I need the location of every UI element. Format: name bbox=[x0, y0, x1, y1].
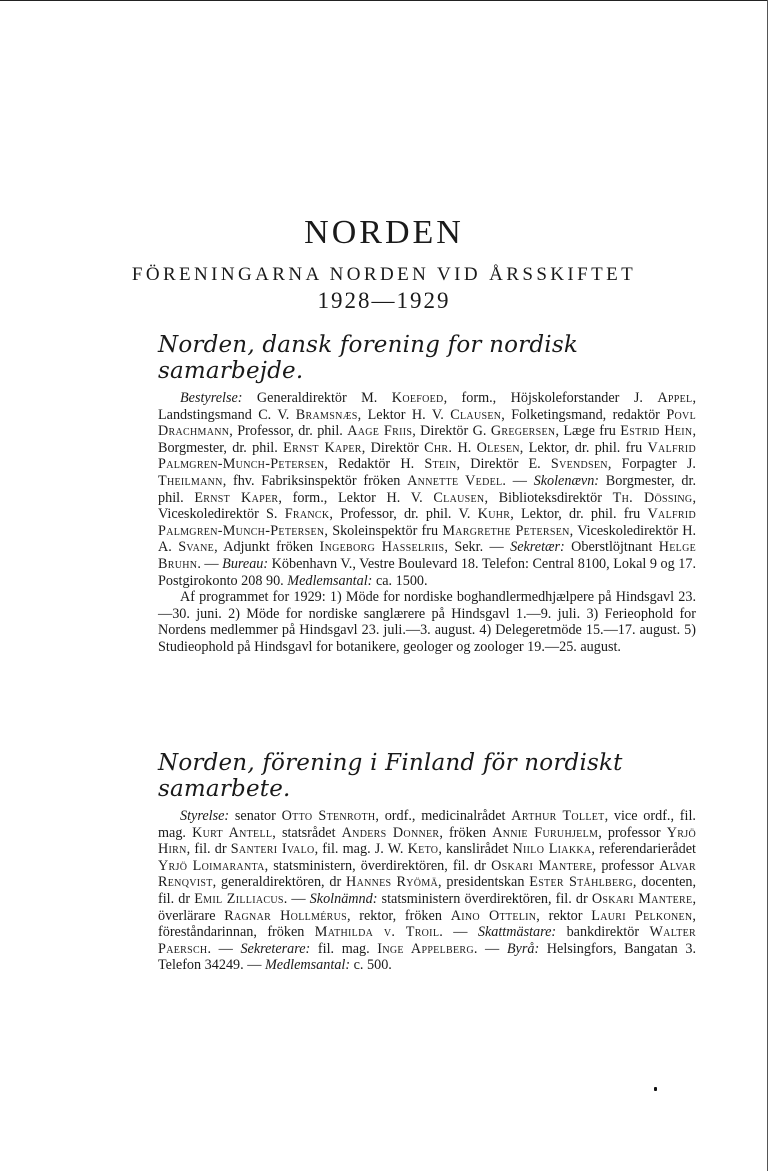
text-run: , Læge fru bbox=[555, 423, 621, 440]
field-label: Skolenævn: bbox=[533, 472, 600, 489]
person-name: Th. Dössing bbox=[612, 489, 693, 506]
text-run: bankdirektör bbox=[556, 924, 650, 941]
danish-association-section bbox=[158, 332, 696, 656]
text-run: , fil. mag. J. W. bbox=[314, 841, 408, 858]
person-name: Svane bbox=[178, 539, 215, 556]
person-name: Emil Zilliacus bbox=[194, 890, 284, 907]
text-run: , Viceskoledirektör H. A. bbox=[158, 522, 696, 556]
field-label: Bestyrelse: bbox=[180, 390, 243, 406]
text-run: . — bbox=[283, 890, 310, 907]
person-name: Olesen bbox=[476, 439, 520, 456]
text-run: senator bbox=[229, 808, 282, 824]
person-name: Inge Appelberg bbox=[377, 940, 474, 957]
person-name: Ingeborg Hasselriis bbox=[319, 539, 445, 556]
text-run: , Adjunkt fröken bbox=[214, 539, 320, 556]
person-name: Oskari Mantere bbox=[591, 890, 693, 907]
person-name: Valfrid Palmgren-Munch-Petersen bbox=[158, 439, 696, 473]
text-run: Generaldirektör M. bbox=[242, 390, 392, 406]
text-run: ca. 1500. bbox=[372, 572, 428, 589]
person-name: Otto Stenroth bbox=[281, 808, 376, 824]
text-run: Helsingfors, Bangatan 3. Telefon 34249. — bbox=[158, 940, 697, 974]
person-name: Keto bbox=[407, 841, 439, 858]
text-run: . — bbox=[207, 940, 241, 957]
person-name: Valfrid Palmgren-Munch-Petersen bbox=[158, 506, 696, 539]
finnish-board-paragraph bbox=[158, 808, 696, 974]
text-run: , rektor, fröken bbox=[346, 907, 451, 924]
text-run: , presidentskan bbox=[438, 874, 530, 891]
text-run: , referendarierådet bbox=[591, 841, 696, 858]
text-run: , vice ordf., fil. mag. bbox=[158, 808, 696, 841]
person-name: Estrid Hein bbox=[620, 423, 693, 440]
person-name: Anders Donner bbox=[341, 824, 440, 841]
text-run: , statsministern, överdirektören, fil. dr bbox=[264, 857, 492, 874]
person-name: Kuhr bbox=[477, 506, 511, 523]
person-name: Helge Bruhn bbox=[158, 539, 696, 572]
field-label: Skattmästare: bbox=[477, 924, 557, 941]
person-name: Niilo Liakka bbox=[512, 841, 592, 858]
person-name: Santeri Ivalo bbox=[230, 841, 315, 858]
text-run: . — bbox=[197, 555, 223, 572]
stray-mark bbox=[654, 1087, 657, 1091]
person-name: Appel bbox=[657, 390, 693, 406]
text-run: , statsrådet bbox=[272, 824, 342, 841]
text-run: , docenten, fil. dr bbox=[158, 874, 697, 907]
text-run: , Direktör E. bbox=[456, 456, 551, 473]
person-name: Kurt Antell bbox=[192, 824, 273, 841]
text-run: Köbenhavn V., Vestre Boulevard 18. Telefon: Central 8100, Lokal 9 og 17. Postgirokonto 208 90. bbox=[158, 555, 696, 589]
text-run: , Sekr. — bbox=[444, 539, 511, 556]
field-label: Sekreterare: bbox=[240, 940, 311, 957]
page-subtitle: FÖRENINGARNA NORDEN VID ÅRSSKIFTET bbox=[131, 264, 637, 285]
text-run: , Redaktör H. bbox=[324, 456, 425, 473]
text-run: , generaldirektören, dr bbox=[212, 874, 347, 891]
person-name: Walter Paersch bbox=[158, 924, 697, 957]
person-name: Yrjö Loimaranta bbox=[158, 857, 265, 874]
person-name: Arthur Tollet bbox=[511, 808, 605, 824]
danish-program-paragraph: Af programmet for 1929: 1) Möde for nordiske boghandlermedhjælpere på Hindsgavl 23.—30. juni. 2) Möde for nordiske sanglærere på Hindsgavl 1.—9. juli. 3) Ferieophold for Nordens medlemmer på Hindsgavl 23. juli.—3. august. 4) Delegeretmöde 15.—17. august. 5) Studieophold på Hindsgavl for botanikere, geologer og zoologer 19.—25. august. bbox=[158, 589, 696, 655]
text-run: , ordf., medicinalrådet bbox=[375, 808, 512, 824]
text-run: , Direktör bbox=[361, 439, 425, 456]
finnish-association-heading: Norden, förening i Finland för nordiskt samarbete. bbox=[158, 750, 623, 802]
person-name: Aage Friis bbox=[347, 423, 413, 440]
field-label: Skolnämnd: bbox=[309, 890, 378, 907]
person-name: Bramsnæs bbox=[295, 406, 358, 423]
text-run: , fröken bbox=[439, 824, 493, 841]
person-name: Aino Ottelin bbox=[450, 907, 537, 924]
person-name: Annie Furuhjelm bbox=[492, 824, 599, 841]
field-label: Medlemsantal: bbox=[287, 572, 373, 589]
text-run: , föreståndarinnan, fröken bbox=[158, 907, 696, 941]
person-name: Yrjö Hirn bbox=[158, 824, 696, 858]
person-name: Mathilda v. Troil bbox=[314, 924, 440, 941]
text-run: . — bbox=[502, 472, 534, 489]
person-name: Stein bbox=[424, 456, 457, 473]
person-name: Hannes Ryömä bbox=[346, 874, 439, 891]
text-run: , fil. dr bbox=[186, 841, 231, 858]
person-name: Povl Drachmann bbox=[158, 406, 696, 440]
danish-association-heading: Norden, dansk forening for nordisk samarbejde. bbox=[158, 332, 578, 384]
field-label: Styrelse: bbox=[180, 808, 230, 824]
text-run: H. bbox=[452, 439, 477, 456]
text-run: , Professor, dr. phil. V. bbox=[329, 506, 478, 523]
field-label: Byrå: bbox=[506, 940, 540, 957]
person-name: Oskari Mantere bbox=[491, 857, 593, 874]
person-name: Ernst Kaper bbox=[194, 489, 279, 506]
page-title: NORDEN bbox=[304, 214, 464, 251]
text-run: , kanslirådet bbox=[438, 841, 513, 858]
danish-board-paragraph bbox=[158, 390, 696, 589]
text-run: , Lektor H. V. bbox=[357, 406, 451, 423]
text-run: , överlärare bbox=[158, 890, 696, 924]
page-years: 1928—1929 bbox=[317, 288, 451, 313]
text-run: , Landstingsmand C. V. bbox=[158, 390, 696, 423]
text-run: , professor bbox=[592, 857, 660, 874]
person-name: Gregersen bbox=[490, 423, 556, 440]
field-label: Bureau: bbox=[222, 555, 269, 572]
person-name: Annette Vedel bbox=[407, 472, 503, 489]
person-name: Ester Ståhlberg bbox=[529, 874, 633, 891]
text-run: , form., Lektor H. V. bbox=[278, 489, 434, 506]
person-name: Ernst Kaper bbox=[283, 439, 362, 456]
text-run: , Forpagter J. bbox=[607, 456, 696, 473]
text-run: , Viceskoledirektör S. bbox=[158, 489, 696, 523]
text-run: , Skoleinspektör fru bbox=[324, 522, 443, 539]
top-border-line bbox=[0, 0, 768, 1]
field-label: Sekretær: bbox=[510, 539, 565, 556]
person-name: Chr. bbox=[424, 439, 453, 456]
text-run: , Lektor, dr. phil. fru bbox=[510, 506, 648, 523]
person-name: Margrethe Petersen bbox=[442, 522, 570, 539]
text-run: Borgmester, dr. phil. bbox=[158, 472, 696, 506]
text-run: c. 500. bbox=[350, 957, 392, 974]
person-name: Ragnar Hollmérus bbox=[224, 907, 347, 924]
person-name: Lauri Pelkonen bbox=[591, 907, 693, 924]
text-run: . — bbox=[473, 940, 507, 957]
person-name: Clausen bbox=[433, 489, 485, 506]
text-run: , form., Höjskoleforstander J. bbox=[443, 390, 658, 406]
person-name: Alvar Renqvist bbox=[158, 857, 696, 891]
person-name: Koefoed bbox=[391, 390, 444, 406]
text-run: fil. mag. bbox=[310, 940, 378, 957]
person-name: Franck bbox=[284, 506, 330, 523]
person-name: Clausen bbox=[450, 406, 502, 423]
finnish-association-section bbox=[158, 750, 696, 974]
text-run: , Borgmester, dr. phil. bbox=[158, 423, 696, 456]
text-run: Oberstlöjtnant bbox=[564, 539, 659, 556]
person-name: Theilmann bbox=[158, 472, 223, 489]
text-run: , fhv. Fabriksinspektör fröken bbox=[222, 472, 408, 489]
text-run: . — bbox=[439, 924, 478, 941]
text-run: , Direktör G. bbox=[412, 423, 491, 440]
text-run: , Biblioteksdirektör bbox=[484, 489, 613, 506]
text-run: , rektor bbox=[536, 907, 592, 924]
text-run: , Lektor, dr. phil. fru bbox=[519, 439, 648, 456]
text-run: , Professor, dr. phil. bbox=[229, 423, 348, 440]
text-run: , professor bbox=[598, 824, 667, 841]
text-run: statsministern överdirektören, fil. dr bbox=[377, 890, 592, 907]
field-label: Medlemsantal: bbox=[264, 957, 351, 974]
text-run: , Folketingsmand, redaktör bbox=[501, 406, 667, 423]
person-name: Svendsen bbox=[550, 456, 608, 473]
